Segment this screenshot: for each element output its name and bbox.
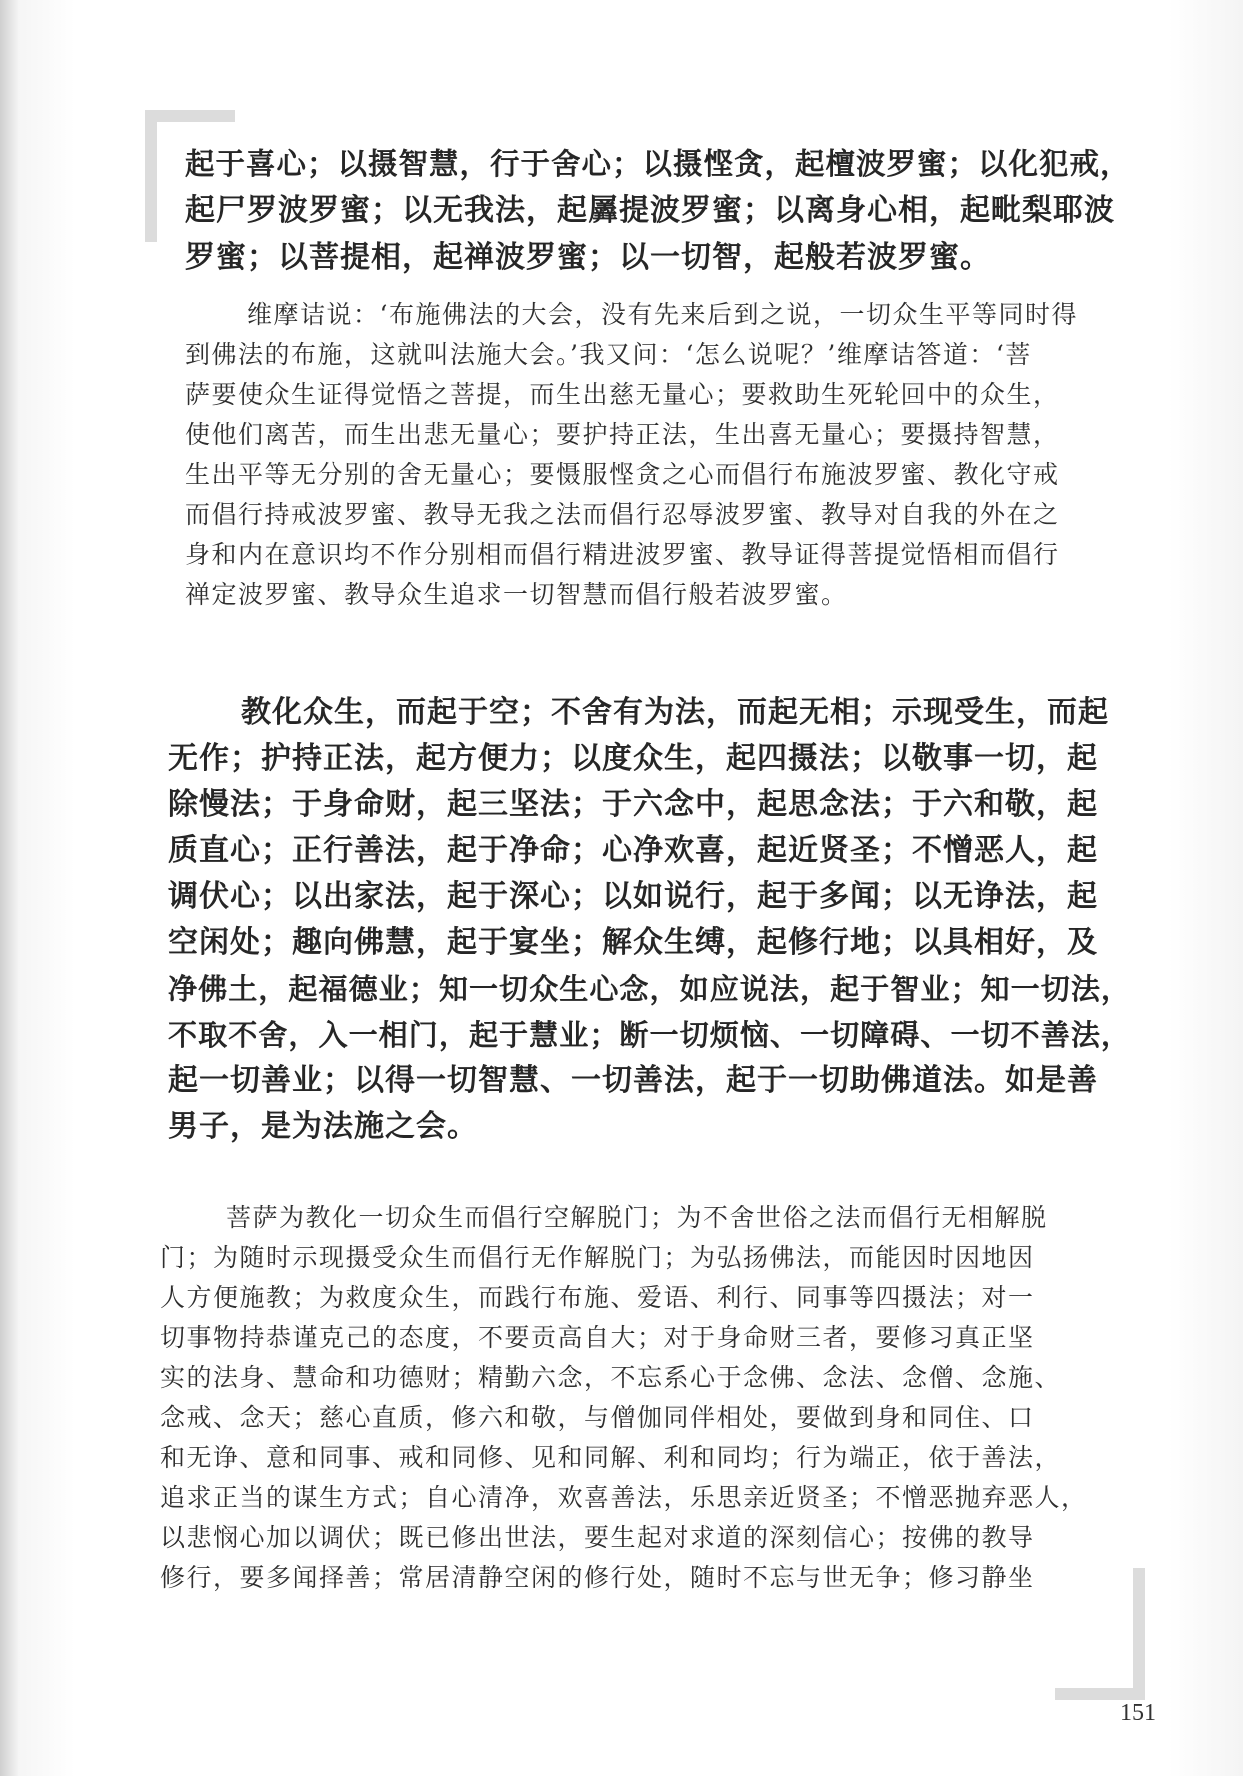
text-line: 罗蜜；以菩提相，起禅波罗蜜；以一切智，起般若波罗蜜。 — [185, 240, 991, 275]
text-line: 萨要使众生证得觉悟之菩提，而生出慈无量心；要救助生死轮回中的众生， — [185, 380, 1060, 409]
sutra-paragraph-2 — [168, 690, 1140, 1150]
text-line: 除慢法；于身命财，起三坚法；于六念中，起思念法；于六和敬，起 — [168, 787, 1098, 822]
text-line: 和无诤、意和同事、戒和同修、见和同解、利和同均；行为端正，依于善法， — [160, 1443, 1062, 1472]
page-gutter-shadow — [0, 0, 18, 1776]
text-line: 切事物持恭谨克己的态度，不要贡高自大；对于身命财三者，要修习真正坚 — [160, 1323, 1035, 1352]
text-line: 菩萨为教化一切众生而倡行空解脱门；为不舍世俗之法而倡行无相解脱 — [226, 1203, 1048, 1232]
text-line: 门；为随时示现摄受众生而倡行无作解脱门；为弘扬佛法，而能因时因地因 — [160, 1243, 1035, 1272]
text-line: 教化众生，而起于空；不舍有为法，而起无相；示现受生，而起 — [241, 695, 1109, 730]
commentary-paragraph-1 — [185, 295, 1135, 615]
text-line: 质直心；正行善法，起于净命；心净欢喜，起近贤圣；不憎恶人，起 — [168, 833, 1098, 868]
text-line: 净佛土，起福德业；知一切众生心念，如应说法，起于智业；知一切法， — [168, 972, 1131, 1006]
text-line: 调伏心；以出家法，起于深心；以如说行，起于多闻；以无诤法，起 — [168, 879, 1098, 914]
text-line: 人方便施教；为救度众生，而践行布施、爱语、利行、同事等四摄法；对一 — [160, 1283, 1035, 1312]
text-line: 修行，要多闻择善；常居清静空闲的修行处，随时不忘与世无争；修习静坐 — [160, 1563, 1035, 1592]
text-line: 男子，是为法施之会。 — [168, 1109, 478, 1144]
text-line: 到佛法的布施，这就叫法施大会。’我又问：‘怎么说呢？’维摩诘答道：‘菩 — [185, 340, 1032, 369]
text-line: 起尸罗波罗蜜；以无我法，起羼提波罗蜜；以离身心相，起毗梨耶波 — [185, 193, 1115, 228]
text-line: 而倡行持戒波罗蜜、教导无我之法而倡行忍辱波罗蜜、教导对自我的外在之 — [185, 500, 1060, 529]
sutra-paragraph-1 — [185, 140, 1140, 281]
text-line: 空闲处；趣向佛慧，起于宴坐；解众生缚，起修行地；以具相好，及 — [168, 925, 1098, 960]
text-line: 身和内在意识均不作分别相而倡行精进波罗蜜、教导证得菩提觉悟相而倡行 — [185, 540, 1060, 569]
text-line: 生出平等无分别的舍无量心；要慑服悭贪之心而倡行布施波罗蜜、教化守戒 — [185, 460, 1060, 489]
text-line: 念戒、念天；慈心直质，修六和敬，与僧伽同伴相处，要做到身和同住、口 — [160, 1403, 1035, 1432]
text-line: 起于喜心；以摄智慧，行于舍心；以摄悭贪，起檀波罗蜜；以化犯戒， — [185, 146, 1131, 181]
text-line: 起一切善业；以得一切智慧、一切善法，起于一切助佛道法。如是善 — [168, 1063, 1098, 1098]
text-line: 不取不舍，入一相门，起于慧业；断一切烦恼、一切障碍、一切不善法， — [168, 1018, 1131, 1052]
text-line: 实的法身、慧命和功德财；精勤六念，不忘系心于念佛、念法、念僧、念施、 — [160, 1363, 1062, 1392]
text-line: 以悲悯心加以调伏；既已修出世法，要生起对求道的深刻信心；按佛的教导 — [160, 1523, 1035, 1552]
page-number: 151 — [1120, 1700, 1156, 1726]
commentary-paragraph-2 — [160, 1198, 1135, 1598]
text-line: 追求正当的谋生方式；自心清净，欢喜善法，乐思亲近贤圣；不憎恶抛弃恶人， — [160, 1483, 1088, 1512]
text-line: 禅定波罗蜜、教导众生追求一切智慧而倡行般若波罗蜜。 — [185, 580, 848, 609]
text-line: 维摩诘说：‘布施佛法的大会，没有先来后到之说，一切众生平等同时得 — [247, 300, 1078, 329]
text-line: 无作；护持正法，起方便力；以度众生，起四摄法；以敬事一切，起 — [168, 741, 1098, 776]
text-line: 使他们离苦，而生出悲无量心；要护持正法，生出喜无量心；要摄持智慧， — [185, 420, 1060, 449]
